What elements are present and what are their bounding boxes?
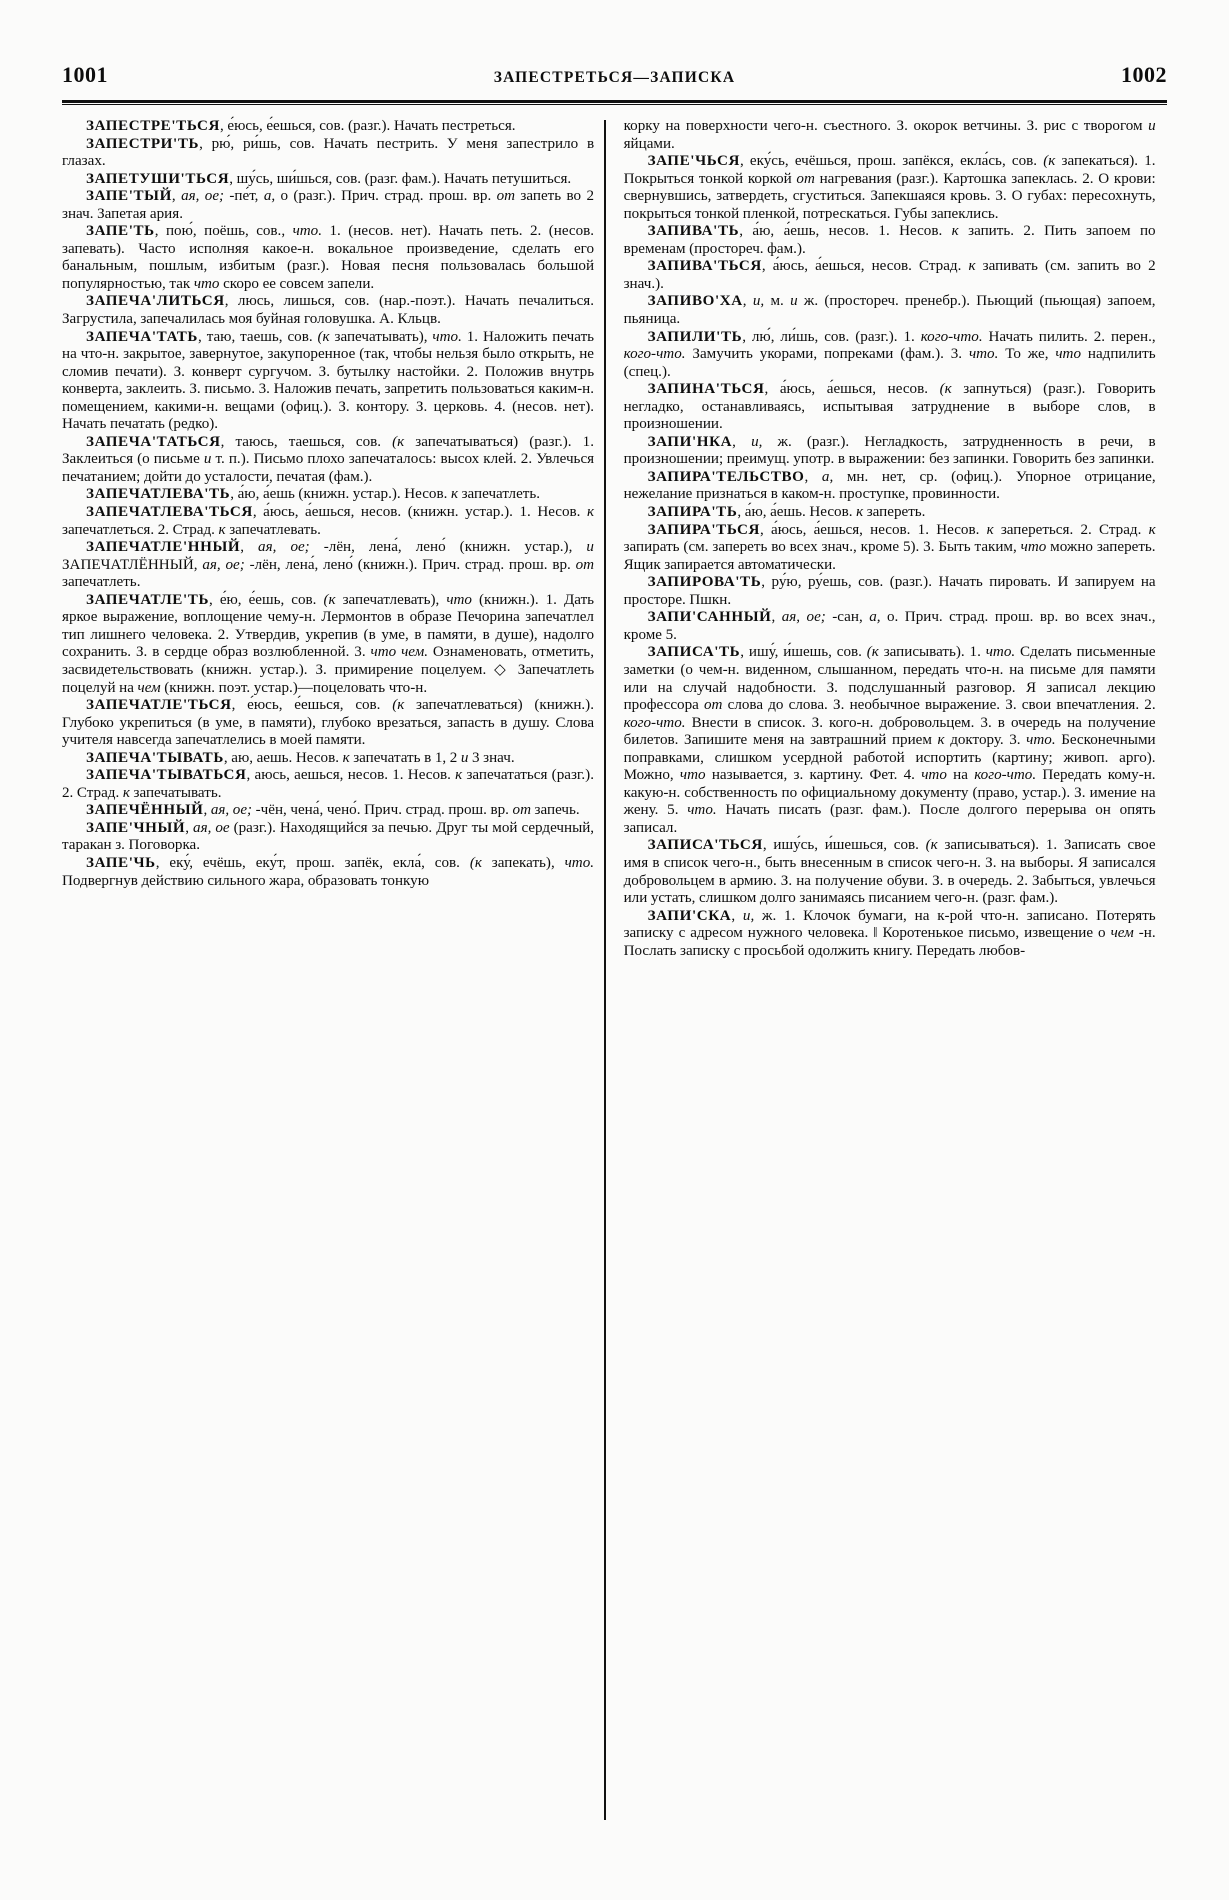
dictionary-entry — [62, 504, 594, 539]
entry-body: , пою́, поёшь, сов., что. 1. (несов. нет). Начать петь. 2. (несов. запевать). Часто исполняя какое-н. вокальное произведение, сделать его банальным, пошлым, избитым (разг.). Новая песня пользовалась большой популярностью, так что скоро ее совсем запели. — [62, 223, 595, 292]
dictionary-entry — [62, 855, 594, 890]
headword: ЗАПЕСТРИ'ТЬ — [86, 135, 200, 152]
headword: ЗАПЕЧА'ТЫВАТЬСЯ — [86, 767, 247, 784]
headword: ЗАПЕЧА'ЛИТЬСЯ — [86, 293, 225, 310]
entry-body: , ишу́сь, и́шешься, сов. (к записываться). 1. Записать свое имя в список чего-н., быть внесенным в список чего-н. З. на выборы. Я записался добровольцем в армию. З. на получение обуви. З. в очередь. 2. Забыться, увлечься или устать, слишком долго занимаясь писанием чего-н. (разг. фам.). — [623, 837, 1156, 907]
entry-body: , а́ю, а́ешь. Несов. к запереть. — [737, 504, 926, 521]
entry-body: , ая, ое; -сан, а, о. Прич. страд. прош. вр. во всех знач., кроме 5. — [623, 609, 1156, 643]
headword: ЗАПИ'СКА — [647, 907, 732, 924]
headword: ЗАПЕЧАТЛЕ'ТЬ — [86, 591, 210, 608]
dictionary-entry — [624, 574, 1156, 609]
headword: ЗАПЕЧАТЛЕВА'ТЬ — [86, 486, 231, 503]
entry-body: , а́ю, а́ешь, несов. 1. Несов. к запить. 2. Пить запоем по временам (простореч. фам.). — [623, 223, 1156, 257]
entry-body: , ая, ое; -пе́т, а, о (разг.). Прич. страд. прош. вр. от запеть во 2 знач. Запетая ария. — [62, 188, 594, 222]
headword: ЗАПЕТУШИ'ТЬСЯ — [86, 170, 230, 187]
dictionary-entry — [62, 329, 594, 434]
dictionary-entry — [62, 188, 594, 223]
entry-body: , таю, таешь, сов. (к запечатывать), что. 1. Наложить печать на что-н. закрытое, завернутое, закупоренное (так, чтобы нельзя было открыть, не сломив печати). З. конверт сургучом. З. бутылку настойки. 2. Положив внутрь конверта, заклеить. З. письмо. 3. Наложив печать, запретить пользоваться каким-н. помещением, какими-н. вещами (офиц.). З. контору. З. церковь. 4. (несов. нет). Начать печатать (редко). — [62, 328, 595, 433]
headword: ЗАПИЛИ'ТЬ — [647, 328, 743, 345]
dictionary-entry — [624, 837, 1156, 907]
headword: ЗАПЕЧА'ТАТЬ — [86, 328, 199, 345]
entry-body: корку на поверхности чего-н. съестного. З. окорок ветчины. З. рис с творогом и яйцами. — [623, 118, 1156, 152]
dictionary-entry — [62, 539, 594, 592]
headword: ЗАПИРА'ТЕЛЬСТВО — [647, 468, 805, 485]
running-head — [62, 62, 1167, 92]
entry-body: , е́юсь, е́ешься, сов. (к запечатлеваться) (книжн.). Глубоко укрепиться (в уме, в памяти), глубоко врезаться, запасть в душу. Слова учителя навсегда запечатлелись в моей памяти. — [62, 697, 595, 749]
header-rule — [62, 100, 1167, 106]
headword: ЗАПЕЧАТЛЕВА'ТЬСЯ — [86, 504, 253, 521]
entry-body: , еку́сь, ечёшься, прош. запёкся, екла́сь, сов. (к запекаться). 1. Покрыться тонкой коркой от нагревания (разг.). Картошка запеклась. 2. О крови: свернувшись, затвердеть, сгуститься. Запекшаяся кровь. 3. О губах: пересохнуть, покрыться тонкой пленкой, потрескаться. Губы запеклись. — [623, 153, 1156, 222]
entry-body: , а́юсь, а́ешься, несов. 1. Несов. к запереться. 2. Страд. к запирать (см. запереть во всех знач., кроме 5). 3. Быть таким, что можно запереть. Ящик запирается автоматически. — [623, 521, 1156, 573]
headword: ЗАПЕ'ЧЬСЯ — [647, 153, 740, 170]
headword: ЗАПИРА'ТЬСЯ — [647, 521, 761, 538]
headword: ЗАПЕСТРЕ'ТЬСЯ — [86, 118, 221, 134]
entry-body: , еку́, ечёшь, еку́т, прош. запёк, екла́, сов. (к запекать), что. Подвергнув действию сильного жара, образовать тонкую — [62, 854, 595, 889]
dictionary-entry — [62, 136, 594, 171]
running-title: ЗАПЕСТРЕТЬСЯ—ЗАПИСКА — [493, 69, 736, 86]
headword: ЗАПИРОВА'ТЬ — [647, 574, 762, 591]
entry-body: , е́ю, е́ешь, сов. (к запечатлевать), что (книжн.). 1. Дать яркое выражение, воплощение чему-н. Лермонтов в образе Печорина запечатлел тип лишнего человека. 2. Утвердив, укрепив (в уме, в памяти, в душе), надолго сохранить. З. в сердце образ возлюбленной. 3. что чем. Ознаменовать, отметить, засвидетельствовать (книжн. устар.). З. примирение поцелуем. ◇ Запечатлеть поцелуй на чем (книжн. поэт. устар.)—поцеловать что-н. — [62, 591, 595, 696]
dictionary-entry — [62, 223, 594, 293]
headword: ЗАПЕ'ЧЬ — [86, 854, 156, 871]
headword: ЗАПИСА'ТЬ — [647, 644, 741, 661]
headword: ЗАПИВА'ТЬСЯ — [647, 258, 762, 275]
dictionary-entry — [624, 434, 1156, 469]
entry-body: , и, м. и ж. (простореч. пренебр.). Пьющий (пьющая) запоем, пьяница. — [623, 293, 1156, 328]
entry-body: , а́юсь, а́ешься, несов. (книжн. устар.). 1. Несов. к запечатлеться. 2. Страд. к запечатлевать. — [62, 504, 595, 538]
dictionary-entry — [62, 802, 594, 820]
entry-body: , и, ж. 1. Клочок бумаги, на к-рой что-н. записано. Потерять записку с адресом нужного человека. ‖ Коротенькое письмо, извещение о чем -н. Послать записку с просьбой одолжить книгу. Передать любов- — [623, 907, 1156, 959]
entry-body: , а́юсь, а́ешься, несов. (к запнуться) (разг.). Говорить негладко, останавливаясь, испытывая затруднение в выборе слов, в произношении. — [623, 381, 1156, 433]
dictionary-entry — [62, 293, 594, 328]
dictionary-entry — [624, 258, 1156, 293]
dictionary-entry — [624, 522, 1156, 575]
dictionary-entry — [62, 820, 594, 855]
headword: ЗАПЕЧЁННЫЙ — [86, 802, 204, 819]
entry-body: , аю, аешь. Несов. к запечатать в 1, 2 и 3 знач. — [223, 749, 515, 766]
dictionary-entry — [624, 223, 1156, 258]
column-right — [606, 118, 1156, 1838]
dictionary-entry — [62, 434, 594, 487]
entry-body: , шу́сь, ши́шься, сов. (разг. фам.). Начать петушиться. — [229, 170, 572, 187]
dictionary-entry — [62, 697, 594, 750]
dictionary-entry — [624, 153, 1156, 223]
dictionary-entry — [62, 750, 594, 768]
dictionary-entry — [624, 908, 1156, 961]
entry-body: , аюсь, аешься, несов. 1. Несов. к запечататься (разг.). 2. Страд. к запечатывать. — [62, 767, 594, 801]
headword: ЗАПЕ'ЧНЫЙ — [86, 819, 186, 836]
dictionary-entry — [624, 329, 1156, 382]
dictionary-entry — [624, 609, 1156, 644]
entry-body: , и, ж. (разг.). Негладкость, затрудненность в речи, в произношении; преимущ. употр. в выражении: без запинки. Говорить без запинки. — [623, 433, 1156, 468]
headword: ЗАПЕЧАТЛЕ'ННЫЙ — [86, 539, 241, 556]
headword: ЗАПЕ'ТЬ — [86, 223, 155, 240]
entry-body: , ая, ое; -чён, чена́, чено́. Прич. страд. прош. вр. от запечь. — [203, 802, 580, 819]
headword: ЗАПИ'НКА — [647, 433, 733, 450]
headword: ЗАПЕЧА'ТЫВАТЬ — [86, 749, 224, 766]
entry-body: , ру́ю, ру́ешь, сов. (разг.). Начать пировать. И запируем на просторе. Пшкн. — [623, 574, 1156, 608]
dictionary-entry — [624, 504, 1156, 522]
dictionary-entry — [624, 381, 1156, 434]
entry-continuation — [624, 118, 1156, 153]
headword: ЗАПЕЧА'ТАТЬСЯ — [86, 433, 221, 450]
headword: ЗАПИВА'ТЬ — [647, 223, 740, 240]
headword: ЗАПИСА'ТЬСЯ — [647, 837, 763, 854]
headword: ЗАПЕЧАТЛЕ'ТЬСЯ — [86, 697, 232, 714]
headword: ЗАПИРА'ТЬ — [647, 504, 738, 521]
entry-body: , таюсь, таешься, сов. (к запечатываться) (разг.). 1. Заклеиться (о письме и т. п.). Письмо плохо запечаталось: высох клей. 2. Увлечься печатанием; дойти до усталости, печатая (фам.). — [62, 433, 595, 485]
entry-body: , ишу́, и́шешь, сов. (к записывать). 1. что. Сделать письменные заметки (о чем-н. виденном, слышанном, передать что-н. на письме для памяти или на случай надобности. З. подслушанный разговор. Я записал лекцию профессора от слова до слова. З. необычное выражение. З. свои впечатления. 2. кого-что. Внести в список. З. кого-н. добровольцем. 3. в очередь на получение билетов. Запишите меня на завтрашний прием к доктору. 3. что. Бесконечными поправками, слишком усердной работой испортить (картину; живоп. арго). Можно, что называется, з. картину. Фет. 4. что на кого-что. Передать кому-н. какую-н. собственность по официальному документу (право, устар.). З. имение на жену. 5. что. Начать писать (разг. фам.). После долгого перерыва он опять записал. — [623, 644, 1156, 836]
headword: ЗАПЕ'ТЫЙ — [86, 188, 172, 205]
dictionary-entry — [62, 171, 594, 189]
dictionary-entry — [624, 293, 1156, 328]
entry-body: , рю́, ри́шь, сов. Начать пестрить. У меня запестрило в глазах. — [62, 135, 595, 170]
dictionary-entry — [62, 592, 594, 697]
headword: ЗАПИ'САННЫЙ — [647, 609, 772, 626]
entry-body: , а, мн. нет, ср. (офиц.). Упорное отрицание, нежелание признаться в каком-н. проступке, провинности. — [623, 468, 1156, 503]
dictionary-entry — [624, 644, 1156, 837]
entry-body: , а́ю, а́ешь (книжн. устар.). Несов. к запечатлеть. — [230, 486, 541, 503]
entry-body: , ая, ое; -лён, лена́, лено́ (книжн. устар.), и ЗАПЕЧАТЛЁННЫЙ, ая, ое; -лён, лена́, лено́ (книжн.). Прич. страд. прош. вр. от запечатлеть. — [62, 539, 595, 591]
dictionary-entry — [62, 767, 594, 802]
column-left — [62, 118, 604, 1838]
headword: ЗАПИВО'ХА — [647, 293, 743, 310]
text-columns — [62, 118, 1167, 1838]
dictionary-entry — [62, 486, 594, 504]
entry-body: , лю́, ли́шь, сов. (разг.). 1. кого-что. Начать пилить. 2. перен., кого-что. Замучить укорами, попреками (фам.). 3. что. То же, что надпилить (спец.). — [623, 328, 1156, 380]
entry-body: , а́юсь, а́ешься, несов. Страд. к запивать (см. запить во 2 знач.). — [623, 258, 1156, 292]
entry-body: , люсь, лишься, сов. (нар.-поэт.). Начать печалиться. Загрустила, запечалилась моя буйная головушка. А. Кльцв. — [62, 293, 595, 328]
folio-right: 1002 — [1121, 62, 1167, 87]
dictionary-entry — [624, 469, 1156, 504]
dictionary-entry — [62, 118, 594, 136]
headword: ЗАПИНА'ТЬСЯ — [647, 381, 765, 398]
entry-body: , ая, ое (разг.). Находящийся за печью. Друг ты мой сердечный, таракан з. Поговорка. — [62, 819, 595, 854]
folio-left: 1001 — [62, 62, 108, 87]
entry-body: , е́юсь, е́ешься, сов. (разг.). Начать пестреться. — [220, 118, 516, 134]
